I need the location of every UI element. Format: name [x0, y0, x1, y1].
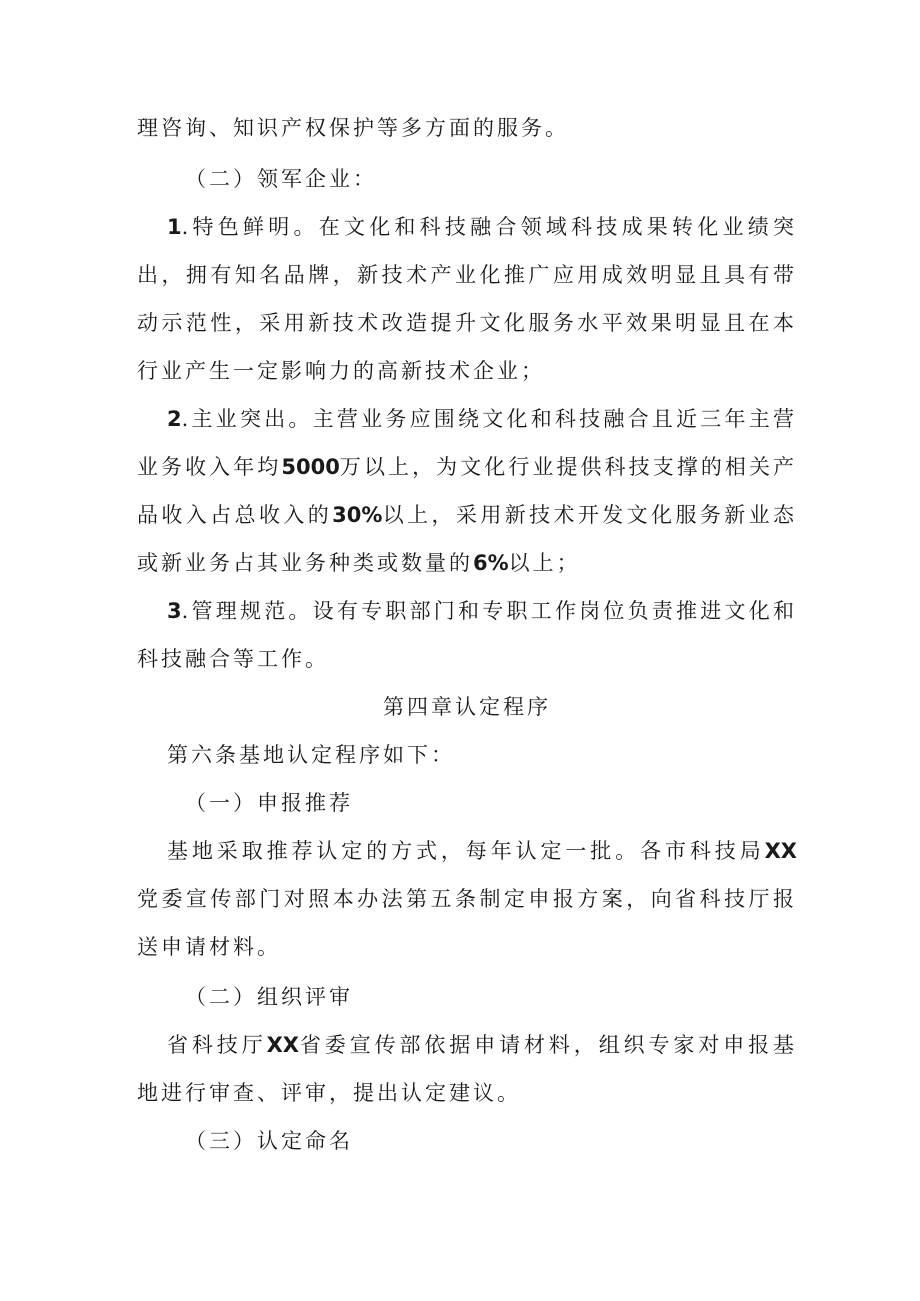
- heading-review: （二）组织评审: [185, 985, 353, 1009]
- heading-naming: （三）认定命名: [185, 1129, 353, 1153]
- heading-apply-recommend: （一）申报推荐: [185, 791, 353, 815]
- item-2-core-business: 2.主业突出。主营业务应围绕文化和科技融合且近三年主营业务收入年均5000万以上，为文化行业提供科技支撑的相关产品收入占总收入的30%以上，采用新技术开发文化服务新业态或新业务占其业务种类或数量的6%以上；: [137, 407, 798, 575]
- paragraph-review: 省科技厅XX省委宣传部依据申请材料，组织专家对申报基地进行审查、评审，提出认定建议。: [137, 1033, 798, 1105]
- paragraph-apply-recommend: 基地采取推荐认定的方式，每年认定一批。各市科技局XX党委宣传部门对照本办法第五条制定申报方案，向省科技厅报送申请材料。: [137, 839, 797, 959]
- paragraph-services-end: 理咨询、知识产权保护等多方面的服务。: [137, 116, 569, 140]
- item-1-distinctive: 1.特色鲜明。在文化和科技融合领域科技成果转化业绩突出，拥有知名品牌，新技术产业化推广应用成效明显且具有带动示范性，采用新技术改造提升文化服务水平效果明显且在本行业产生一定影响力的高新技术企业；: [137, 215, 797, 383]
- item-3-management: 3.管理规范。设有专职部门和专职工作岗位负责推进文化和科技融合等工作。: [137, 599, 797, 671]
- chapter-title: 第四章认定程序: [383, 695, 551, 719]
- article-6: 第六条基地认定程序如下：: [167, 743, 455, 767]
- heading-leading-enterprise: （二）领军企业：: [185, 167, 377, 191]
